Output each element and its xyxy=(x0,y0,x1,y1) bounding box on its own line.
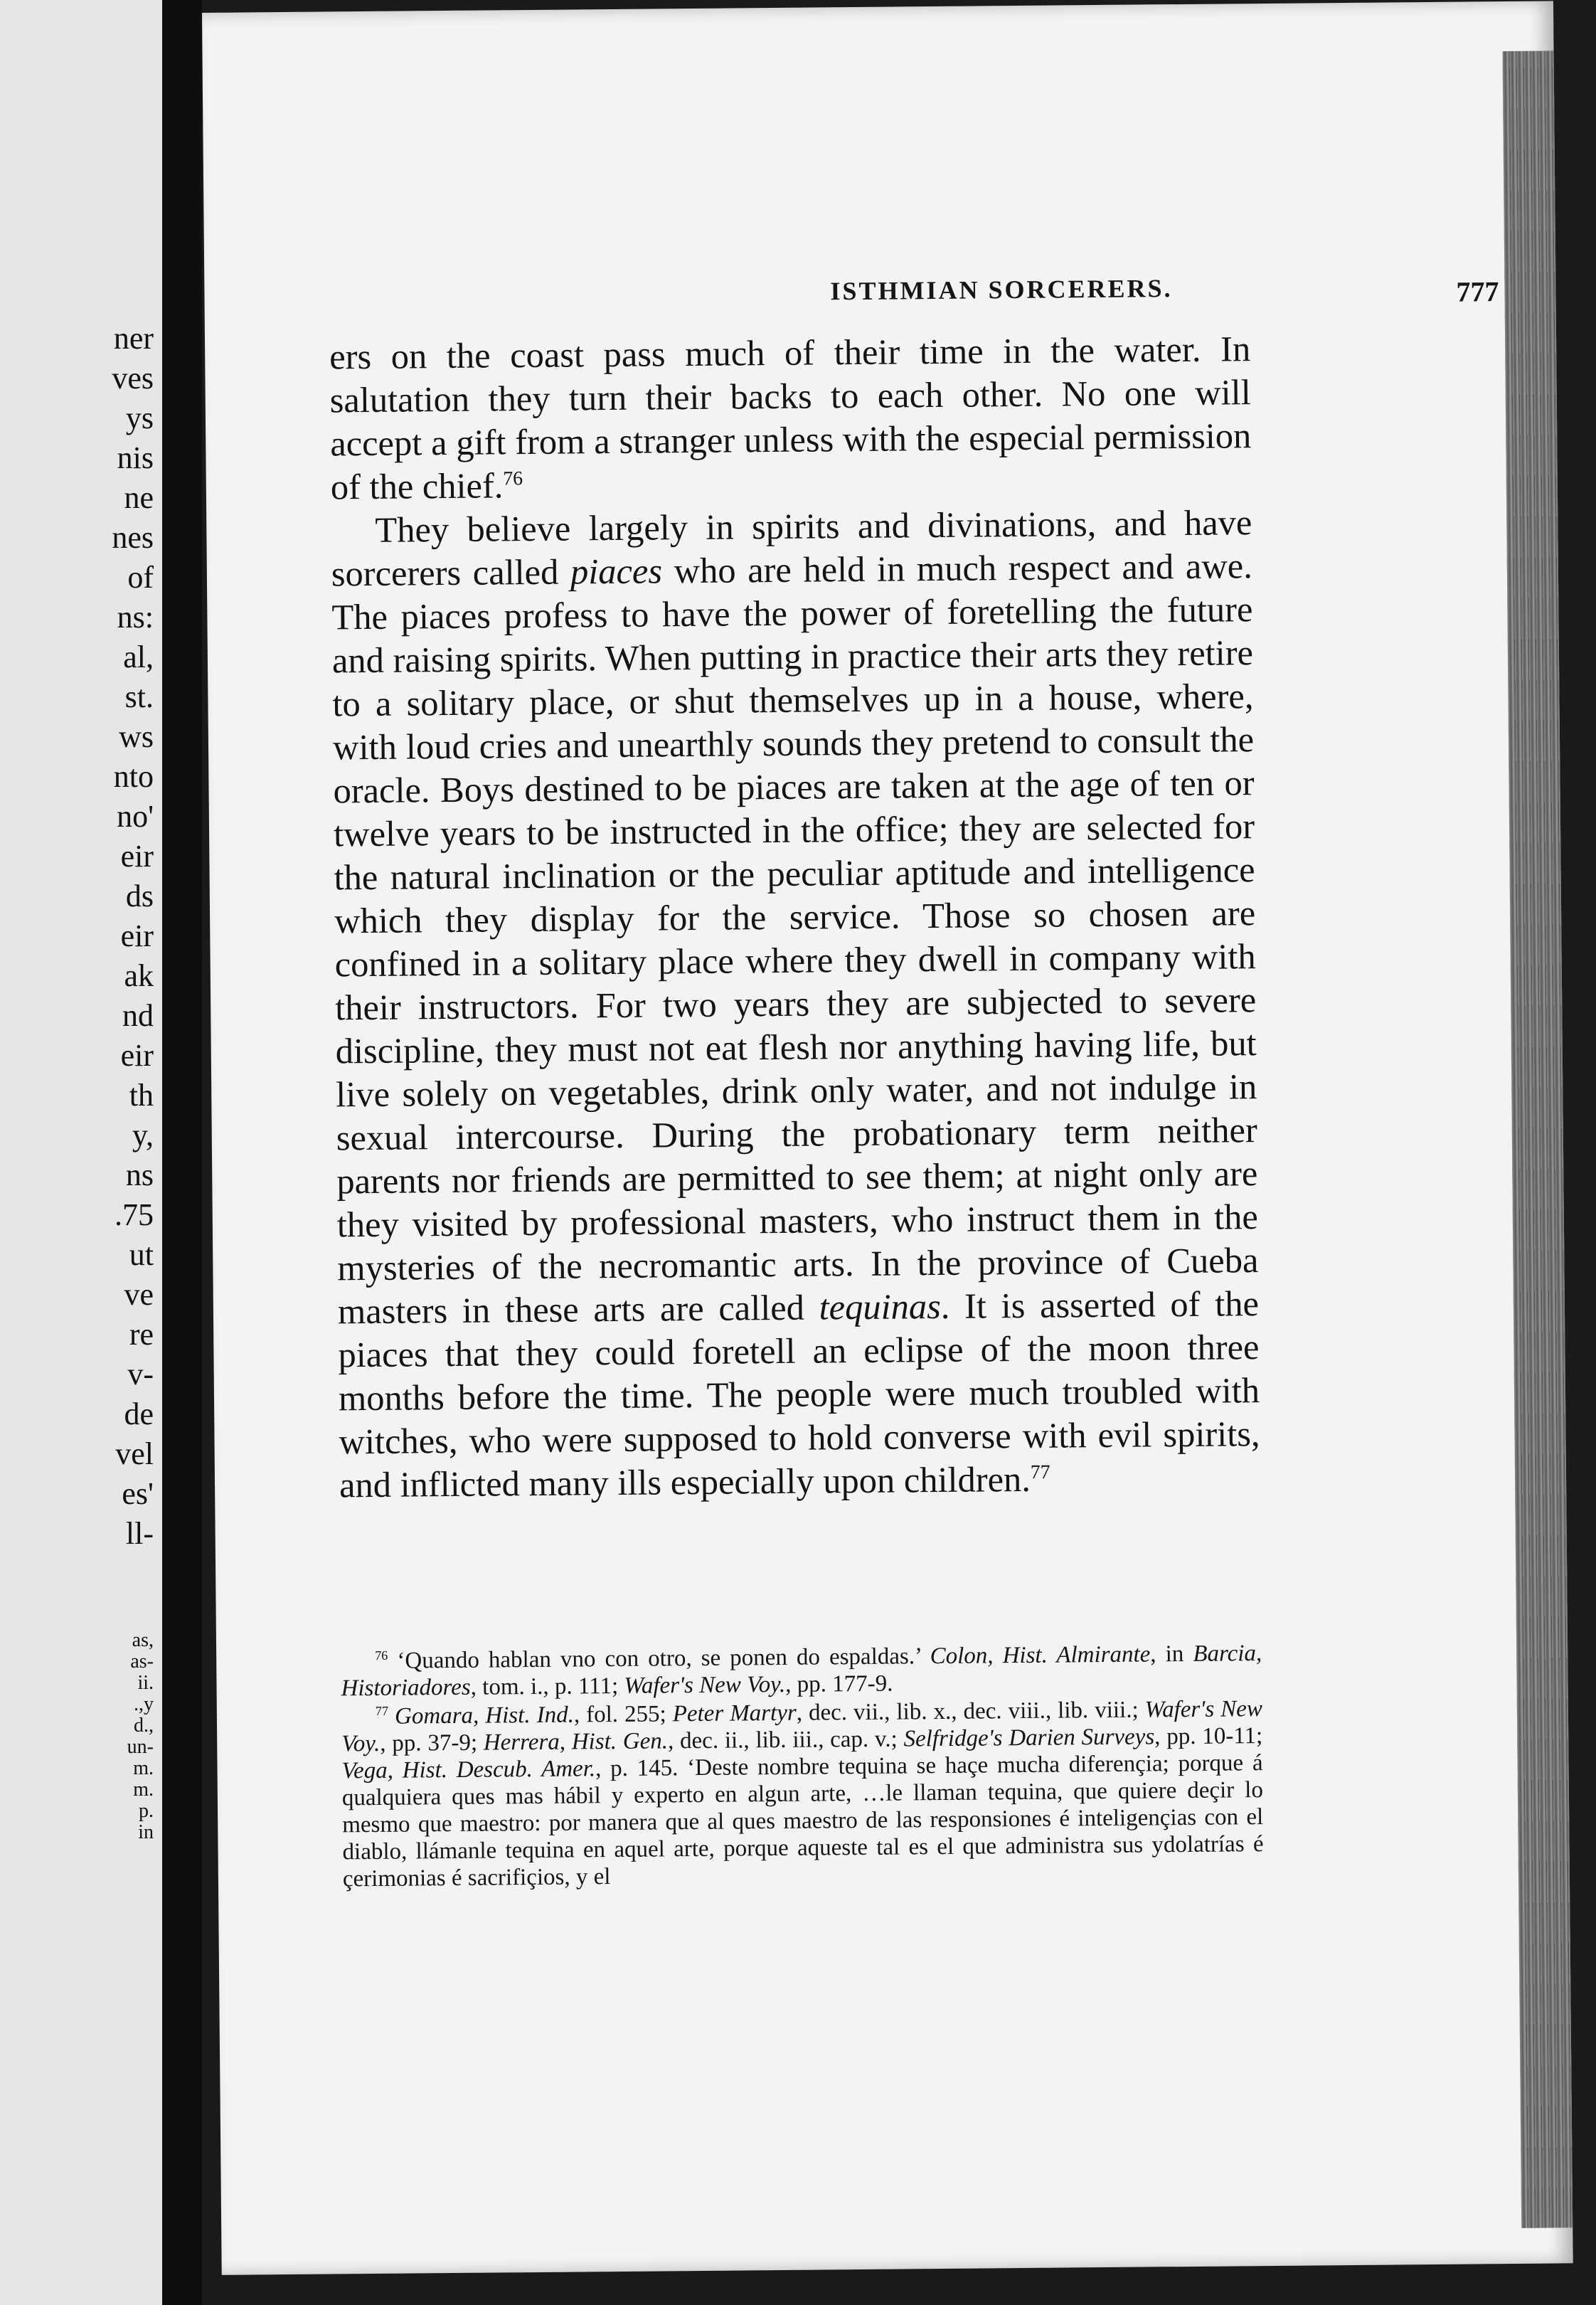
fn77-source-martyr: Peter Martyr xyxy=(672,1700,797,1727)
footnote-ref-76: 76 xyxy=(503,467,523,490)
adjacent-page-footnote-fragment: .,y xyxy=(134,1693,154,1715)
adjacent-page-edge xyxy=(0,0,162,2305)
adjacent-page-fragment: de xyxy=(124,1397,154,1431)
term-tequinas: tequinas xyxy=(819,1286,942,1328)
running-title: ISTHMIAN SORCERERS. xyxy=(830,274,1173,306)
book-page xyxy=(202,1,1573,2274)
fn76-source-wafer: Wafer's New Voy. xyxy=(624,1671,786,1699)
adjacent-page-fragment: nto xyxy=(113,759,154,794)
adjacent-page-fragment: ws xyxy=(119,719,154,754)
fn77-text: , fol. 255; xyxy=(573,1701,673,1728)
adjacent-page-fragment: eir xyxy=(120,918,154,953)
fn77-source-herrera: Herrera, Hist. Gen. xyxy=(483,1728,669,1756)
adjacent-page-fragment: st. xyxy=(124,679,154,714)
fn76-text: , tom. i., p. 111; xyxy=(470,1673,624,1700)
fn77-text: , p. 145. ‘Deste nombre tequina se haçe mucha diferençia; porque á qualquiera ques mas hábil y experto en algun arte, …le llaman tequina, que quiere deçir lo mesmo que maestro: por manera que al ques maestro de las responsiones é inteligençias con el diablo, llámanle tequina en aquel arte, porque aqueste tal es el que administra sus ydolatrías é çerimonias é sacrifiçios, y el xyxy=(341,1750,1264,1892)
fn77-text: , dec. ii., lib. iii., cap. v.; xyxy=(667,1726,904,1754)
fn77-source-gomara: Gomara, Hist. Ind. xyxy=(394,1702,575,1729)
adjacent-page-fragment: v- xyxy=(127,1357,154,1392)
fn76-text: , pp. 177-9. xyxy=(785,1670,893,1697)
adjacent-page-footnote-fragment: p. xyxy=(139,1800,154,1822)
adjacent-page-fragment: th xyxy=(129,1078,154,1113)
adjacent-page-fragment: ne xyxy=(124,480,154,515)
adjacent-page-fragment: ner xyxy=(113,321,154,356)
adjacent-page-fragment: y, xyxy=(132,1118,154,1152)
page-number: 777 xyxy=(1456,275,1499,308)
fn77-source-selfridge: Selfridge's Darien Surveys xyxy=(903,1724,1155,1752)
adjacent-page-footnote-fragment: d., xyxy=(134,1715,154,1737)
paragraph-1-text: ers on the coast pass much of their time in the water. In salutation they turn their backs to each other. No one will accept a gift from a stranger unless with the especial permission of the chief. xyxy=(329,329,1252,507)
fn76-text: , in xyxy=(1150,1641,1193,1668)
adjacent-page-fragment: eir xyxy=(120,839,154,874)
term-piaces: piaces xyxy=(570,551,663,592)
fn76-source-barcia: Barcia, Historiadores xyxy=(341,1641,1262,1702)
adjacent-page-fragment: vel xyxy=(115,1436,154,1471)
adjacent-page-fragment: ns xyxy=(125,1157,154,1192)
paragraph-2-text-b: who are held in much respect and awe. The piaces profess to have the power of foretelling the future and raising spirits. When putting in practice their arts they retire to a solitary place, or shut themselves up in a house, where, with loud cries and unearthly sounds they pretend to consult the oracle. Boys destined to be piaces are taken at the age of ten or twelve years to be instructed in the office; they are selected for the natural inclination or the peculiar aptitude and intelligence which they display for the service. Those so chosen are confined in a solitary place where they dwell in company with their instructors. For two years they are subjected to severe discipline, they must not eat flesh nor anything having life, but live solely on vegetables, drink only water, and not indulge in sexual intercourse. During the probationary term neither parents nor friends are permitted to see them; at night only are they visited by professional masters, who instruct them in the mysteries of the necromantic arts. In the province of Cueba masters in these arts are called xyxy=(331,546,1259,1332)
adjacent-page-fragment: nd xyxy=(122,998,154,1033)
footnote-ref-77: 77 xyxy=(1030,1461,1050,1484)
footnote-77 xyxy=(341,1695,1264,1892)
adjacent-page-fragment: nis xyxy=(117,440,154,475)
paragraph-2-text-a: They believe largely in spirits and divinations, and have sorcerers called xyxy=(331,502,1252,594)
adjacent-page-fragment: of xyxy=(127,560,154,595)
adjacent-page-footnote-fragment: un- xyxy=(127,1736,154,1758)
adjacent-page-footnote-fragment: ii. xyxy=(137,1672,154,1694)
running-head xyxy=(631,265,1499,329)
adjacent-page-footnote-fragment: in xyxy=(138,1821,154,1843)
fn76-text: ‘Quando hablan vno con otro, se ponen do espaldas.’ xyxy=(388,1643,930,1674)
adjacent-page-footnote-fragment: as, xyxy=(132,1629,154,1651)
fn77-text: , dec. vii., lib. x., dec. viii., lib. viii.; xyxy=(796,1697,1145,1726)
adjacent-page-fragment: ys xyxy=(125,401,154,435)
footnote-76-number: 76 xyxy=(375,1648,388,1663)
adjacent-page-fragment: .75 xyxy=(115,1197,154,1232)
fn77-text: , pp. 10-11; xyxy=(1154,1723,1263,1750)
adjacent-page-fragment: eir xyxy=(120,1038,154,1073)
book-gutter xyxy=(162,0,202,2305)
paragraph-2-text-c: . It is asserted of the piaces that they could foretell an eclipse of the moon three months before the time. The people were much troubled with witches, who were supposed to hold converse with evil spirits, and inflicted many ills especially upon children. xyxy=(338,1283,1260,1505)
page-block-edges xyxy=(1503,51,1573,2228)
adjacent-page-footnote-fragment: as- xyxy=(130,1650,154,1673)
footnote-77-number: 77 xyxy=(375,1703,389,1718)
adjacent-page-fragment: al, xyxy=(123,640,154,674)
adjacent-page-fragment: no' xyxy=(117,799,154,834)
footnote-76 xyxy=(341,1640,1262,1702)
fn77-source-wafer: Wafer's New Voy. xyxy=(341,1696,1263,1757)
adjacent-page-fragment: es' xyxy=(122,1476,154,1511)
fn77-text: , pp. 37-9; xyxy=(380,1729,484,1756)
adjacent-page-fragment: ut xyxy=(129,1237,154,1272)
adjacent-page-fragment: ll- xyxy=(125,1516,154,1551)
adjacent-page-footnote-fragment: m. xyxy=(133,1779,154,1801)
adjacent-page-fragment: re xyxy=(129,1317,154,1352)
adjacent-page-fragment: ve xyxy=(124,1277,154,1312)
paragraph-1 xyxy=(329,327,1252,509)
adjacent-page-fragment: ns: xyxy=(117,600,154,635)
adjacent-page-fragment: ds xyxy=(125,879,154,913)
adjacent-page-fragment: ves xyxy=(112,361,154,396)
main-text xyxy=(329,327,1260,1507)
fn77-source-vega: Vega, Hist. Descub. Amer. xyxy=(341,1756,596,1784)
adjacent-page-fragment: ak xyxy=(124,958,154,993)
fn76-source-colon: Colon, Hist. Almirante xyxy=(930,1641,1151,1670)
footnotes xyxy=(341,1640,1264,1894)
adjacent-page-fragment: nes xyxy=(112,520,154,555)
paragraph-2 xyxy=(331,501,1260,1507)
adjacent-page-footnote-fragment: m. xyxy=(133,1757,154,1779)
